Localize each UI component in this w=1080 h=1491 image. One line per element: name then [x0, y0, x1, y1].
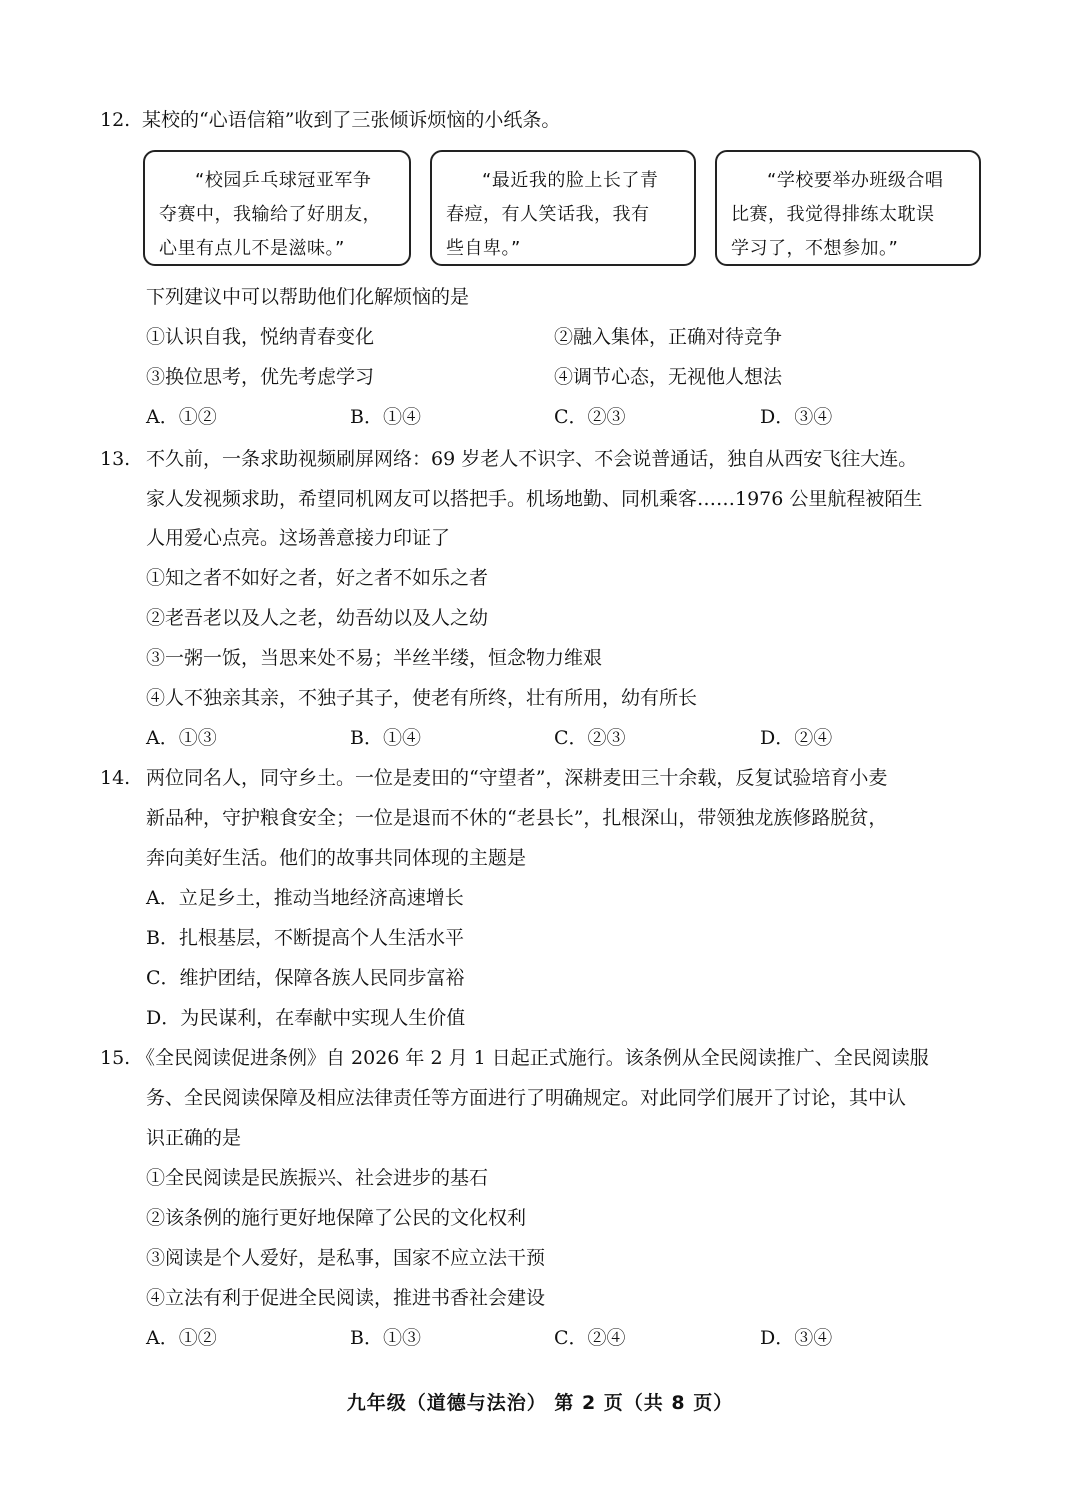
statement-item: ④人不独亲其亲，不独子其子，使老有所终，壮有所用，幼有所长 [146, 687, 698, 709]
question-number: 14. [100, 767, 131, 789]
statement-item: ④立法有利于促进全民阅读，推进书香社会建设 [146, 1287, 546, 1309]
note-line: 心里有点儿不是滋味。” [159, 238, 345, 259]
choice-c: C．②③ [554, 727, 626, 749]
question-stem-line: 不久前，一条求助视频刷屏网络：69 岁老人不识字、不会说普通话，独自从西安飞往大连。 [146, 448, 918, 470]
note-line: “学校要举办班级合唱 [767, 170, 944, 191]
question-number: 13. [100, 448, 131, 470]
note-card-1 [143, 150, 411, 266]
statement-item: ①全民阅读是民族振兴、社会进步的基石 [146, 1167, 489, 1189]
choice-c: C．②④ [554, 1327, 626, 1349]
question-prompt: 下列建议中可以帮助他们化解烦恼的是 [146, 286, 470, 308]
statement-item: ③一粥一饭，当思来处不易；半丝半缕，恒念物力维艰 [146, 647, 603, 669]
note-line: 比赛，我觉得排练太耽误 [731, 204, 935, 225]
question-stem-line: 识正确的是 [146, 1127, 242, 1149]
statement-item: ②老吾老以及人之老，幼吾幼以及人之幼 [146, 607, 489, 629]
statement-item: ②融入集体，正确对待竞争 [554, 326, 783, 348]
question-stem-line: 家人发视频求助，希望同机网友可以搭把手。机场地勤、同机乘客……1976 公里航程被陌生 [146, 488, 923, 510]
choice-b: B．扎根基层，不断提高个人生活水平 [146, 927, 464, 949]
statement-item: ②该条例的施行更好地保障了公民的文化权利 [146, 1207, 527, 1229]
question-stem-line: 务、全民阅读保障及相应法律责任等方面进行了明确规定。对此同学们展开了讨论，其中认 [146, 1087, 907, 1109]
choice-b: B．①④ [350, 406, 421, 428]
question-stem-line: 新品种，守护粮食安全；一位是退而不休的“老县长”，扎根深山，带领独龙族修路脱贫， [146, 807, 888, 829]
statement-item: ③阅读是个人爱好，是私事，国家不应立法干预 [146, 1247, 546, 1269]
note-line: 学习了，不想参加。” [731, 238, 899, 259]
note-card-3 [715, 150, 981, 266]
question-number: 12. [100, 109, 131, 131]
question-stem-line: 《全民阅读促进条例》自 2026 年 2 月 1 日起正式施行。该条例从全民阅读推广、全民阅读服 [136, 1047, 929, 1069]
choice-b: B．①④ [350, 727, 421, 749]
question-stem-line: 人用爱心点亮。这场善意接力印证了 [146, 527, 451, 549]
question-stem: 某校的“心语信箱”收到了三张倾诉烦恼的小纸条。 [142, 109, 561, 131]
statement-item: ③换位思考，优先考虑学习 [146, 366, 375, 388]
choice-d: D．③④ [760, 1327, 833, 1349]
statement-item: ①知之者不如好之者，好之者不如乐之者 [146, 567, 489, 589]
choice-c: C．维护团结，保障各族人民同步富裕 [146, 967, 465, 989]
choice-a: A．①② [146, 1327, 217, 1349]
choice-d: D．②④ [760, 727, 833, 749]
choice-c: C．②③ [554, 406, 626, 428]
note-line: 春痘，有人笑话我，我有 [446, 204, 650, 225]
note-line: 夺赛中，我输给了好朋友， [159, 204, 381, 225]
statement-item: ④调节心态，无视他人想法 [554, 366, 783, 388]
choice-a: A．立足乡土，推动当地经济高速增长 [146, 887, 464, 909]
choice-d: D．③④ [760, 406, 833, 428]
question-stem-line: 两位同名人，同守乡土。一位是麦田的“守望者”，深耕麦田三十余载，反复试验培育小麦 [146, 767, 888, 789]
question-stem-line: 奔向美好生活。他们的故事共同体现的主题是 [146, 847, 527, 869]
choice-a: A．①② [146, 406, 217, 428]
choice-b: B．①③ [350, 1327, 421, 1349]
statement-item: ①认识自我，悦纳青春变化 [146, 326, 375, 348]
page-footer: 九年级（道德与法治） 第 2 页（共 8 页） [346, 1392, 734, 1414]
note-line: “校园乒乓球冠亚军争 [195, 170, 372, 191]
choice-a: A．①③ [146, 727, 217, 749]
note-line: “最近我的脸上长了青 [482, 170, 659, 191]
note-card-2 [430, 150, 696, 266]
choice-d: D．为民谋利，在奉献中实现人生价值 [146, 1007, 466, 1029]
question-number: 15. [100, 1047, 131, 1069]
note-line: 些自卑。” [446, 238, 521, 259]
